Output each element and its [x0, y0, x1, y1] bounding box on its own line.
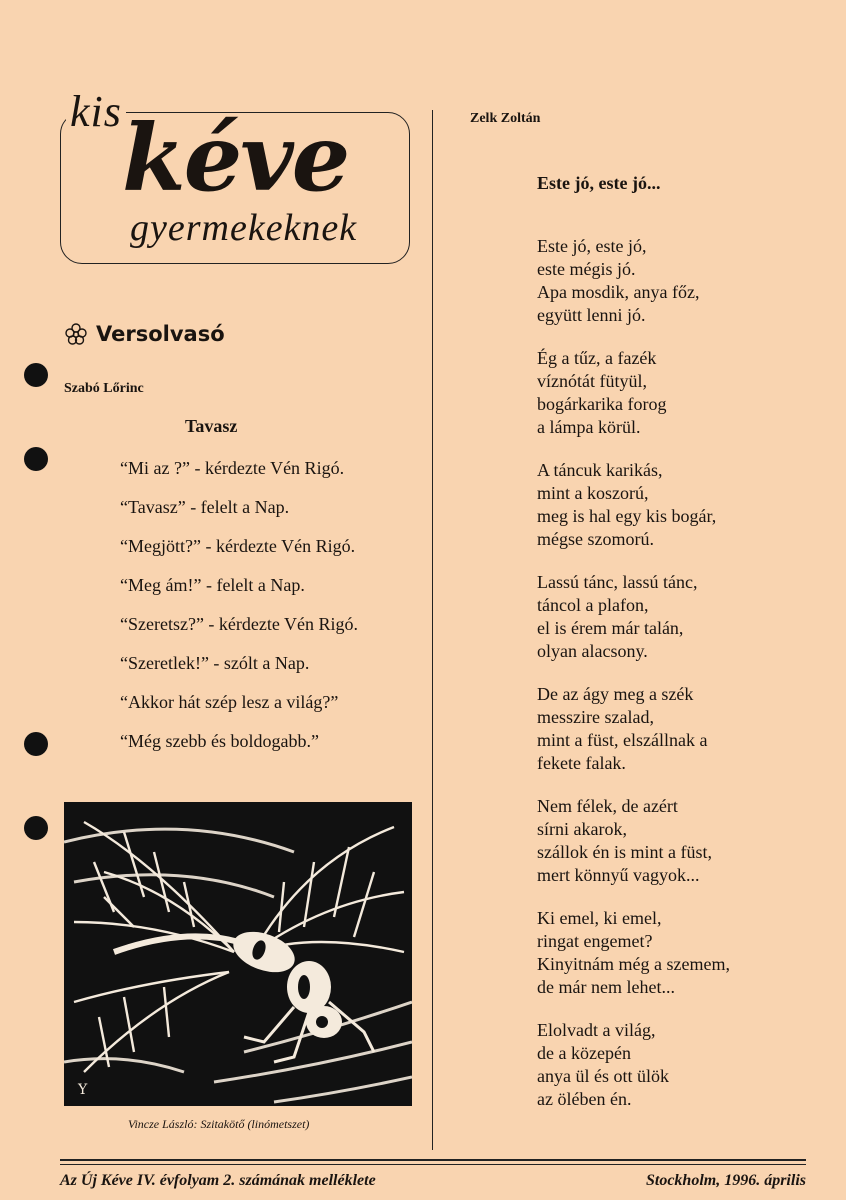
poem-line: együtt lenni jó.: [537, 305, 646, 325]
poem-stanza: [537, 795, 730, 887]
poem-line: messzire szalad,: [537, 707, 654, 727]
dragonfly-icon: [64, 802, 412, 1106]
poem-line: táncol a plafon,: [537, 595, 649, 615]
punch-hole: [24, 363, 48, 387]
footer-rule: [60, 1159, 806, 1161]
poem-line: “Tavasz” - felelt a Nap.: [120, 497, 290, 517]
poem-line: el is érem már talán,: [537, 618, 684, 638]
right-poem-body: [537, 235, 730, 1131]
poem-line: olyan alacsony.: [537, 641, 648, 661]
column-divider: [432, 110, 433, 1150]
poem-line: este mégis jó.: [537, 259, 636, 279]
punch-hole: [24, 447, 48, 471]
poem-line: Elolvadt a világ,: [537, 1020, 656, 1040]
poem-line: a lámpa körül.: [537, 417, 641, 437]
section-title: [64, 322, 225, 346]
poem-line: “Meg ám!” - felelt a Nap.: [120, 575, 305, 595]
poem-line: de a közepén: [537, 1043, 631, 1063]
poem-line: Kinyitnám még a szemem,: [537, 954, 730, 974]
poem-line: Lassú tánc, lassú tánc,: [537, 572, 698, 592]
right-poem-title: Este jó, este jó...: [537, 173, 661, 193]
poem-stanza: [537, 459, 730, 551]
poem-line: mint a koszorú,: [537, 483, 649, 503]
poem-stanza: [537, 907, 730, 999]
poem-line: ringat engemet?: [537, 931, 653, 951]
poem-line: Este jó, este jó,: [537, 236, 647, 256]
right-poem-author: Zelk Zoltán: [470, 111, 541, 126]
poem-line: az ölében én.: [537, 1089, 632, 1109]
poem-line: anya ül és ott ülök: [537, 1066, 669, 1086]
poem-stanza: [537, 683, 730, 775]
poem-line: mert könnyű vagyok...: [537, 865, 700, 885]
masthead-logo: [60, 87, 412, 266]
poem-line: bogárkarika forog: [537, 394, 667, 414]
dragonfly-linocut-image: [64, 802, 412, 1106]
poem-stanza: [537, 1019, 730, 1111]
masthead-keve: kéve: [122, 104, 349, 212]
poem-line: Ég a tűz, a fazék: [537, 348, 657, 368]
punch-hole: [24, 816, 48, 840]
poem-line: de már nem lehet...: [537, 977, 675, 997]
poem-line: “Szeretsz?” - kérdezte Vén Rigó.: [120, 614, 359, 634]
poem-line: “Megjött?” - kérdezte Vén Rigó.: [120, 536, 356, 556]
poem-stanza: [537, 571, 730, 663]
poem-line: Nem félek, de azért: [537, 796, 678, 816]
footer-rule: [60, 1164, 806, 1165]
masthead-subtitle: gyermekeknek: [130, 207, 358, 249]
flower-icon: [64, 322, 88, 346]
footer-publication-note: Az Új Kéve IV. évfolyam 2. számának melléklete: [60, 1172, 376, 1189]
illustration-caption: Vincze László: Szitakötő (linómetszet): [128, 1117, 310, 1131]
masthead-kis: kis: [66, 86, 126, 137]
poem-line: Apa mosdik, anya főz,: [537, 282, 700, 302]
poem-line: víznótát fütyül,: [537, 371, 647, 391]
poem-line: “Akkor hát szép lesz a világ?”: [120, 692, 339, 712]
footer-place-date: Stockholm, 1996. április: [645, 1172, 806, 1189]
poem-line: szállok én is mint a füst,: [537, 842, 712, 862]
poem-line: A táncuk karikás,: [537, 460, 663, 480]
section-title-text: Versolvasó: [96, 322, 225, 346]
poem-stanza: [537, 347, 730, 439]
svg-text:Y: Y: [78, 1082, 88, 1098]
left-poem-title: Tavasz: [185, 416, 238, 436]
poem-line: Ki emel, ki emel,: [537, 908, 662, 928]
poem-line: mint a füst, elszállnak a: [537, 730, 708, 750]
poem-line: “Mi az ?” - kérdezte Vén Rigó.: [120, 458, 345, 478]
poem-stanza: [537, 235, 730, 327]
poem-line: De az ágy meg a szék: [537, 684, 694, 704]
poem-line: fekete falak.: [537, 753, 626, 773]
poem-line: meg is hal egy kis bogár,: [537, 506, 717, 526]
poem-line: sírni akarok,: [537, 819, 627, 839]
poem-line: mégse szomorú.: [537, 529, 654, 549]
left-poem-author: Szabó Lőrinc: [64, 381, 144, 396]
poem-line: “Szeretlek!” - szólt a Nap.: [120, 653, 310, 673]
punch-hole: [24, 732, 48, 756]
poem-line: “Még szebb és boldogabb.”: [120, 731, 319, 751]
left-poem-body: [120, 458, 358, 770]
